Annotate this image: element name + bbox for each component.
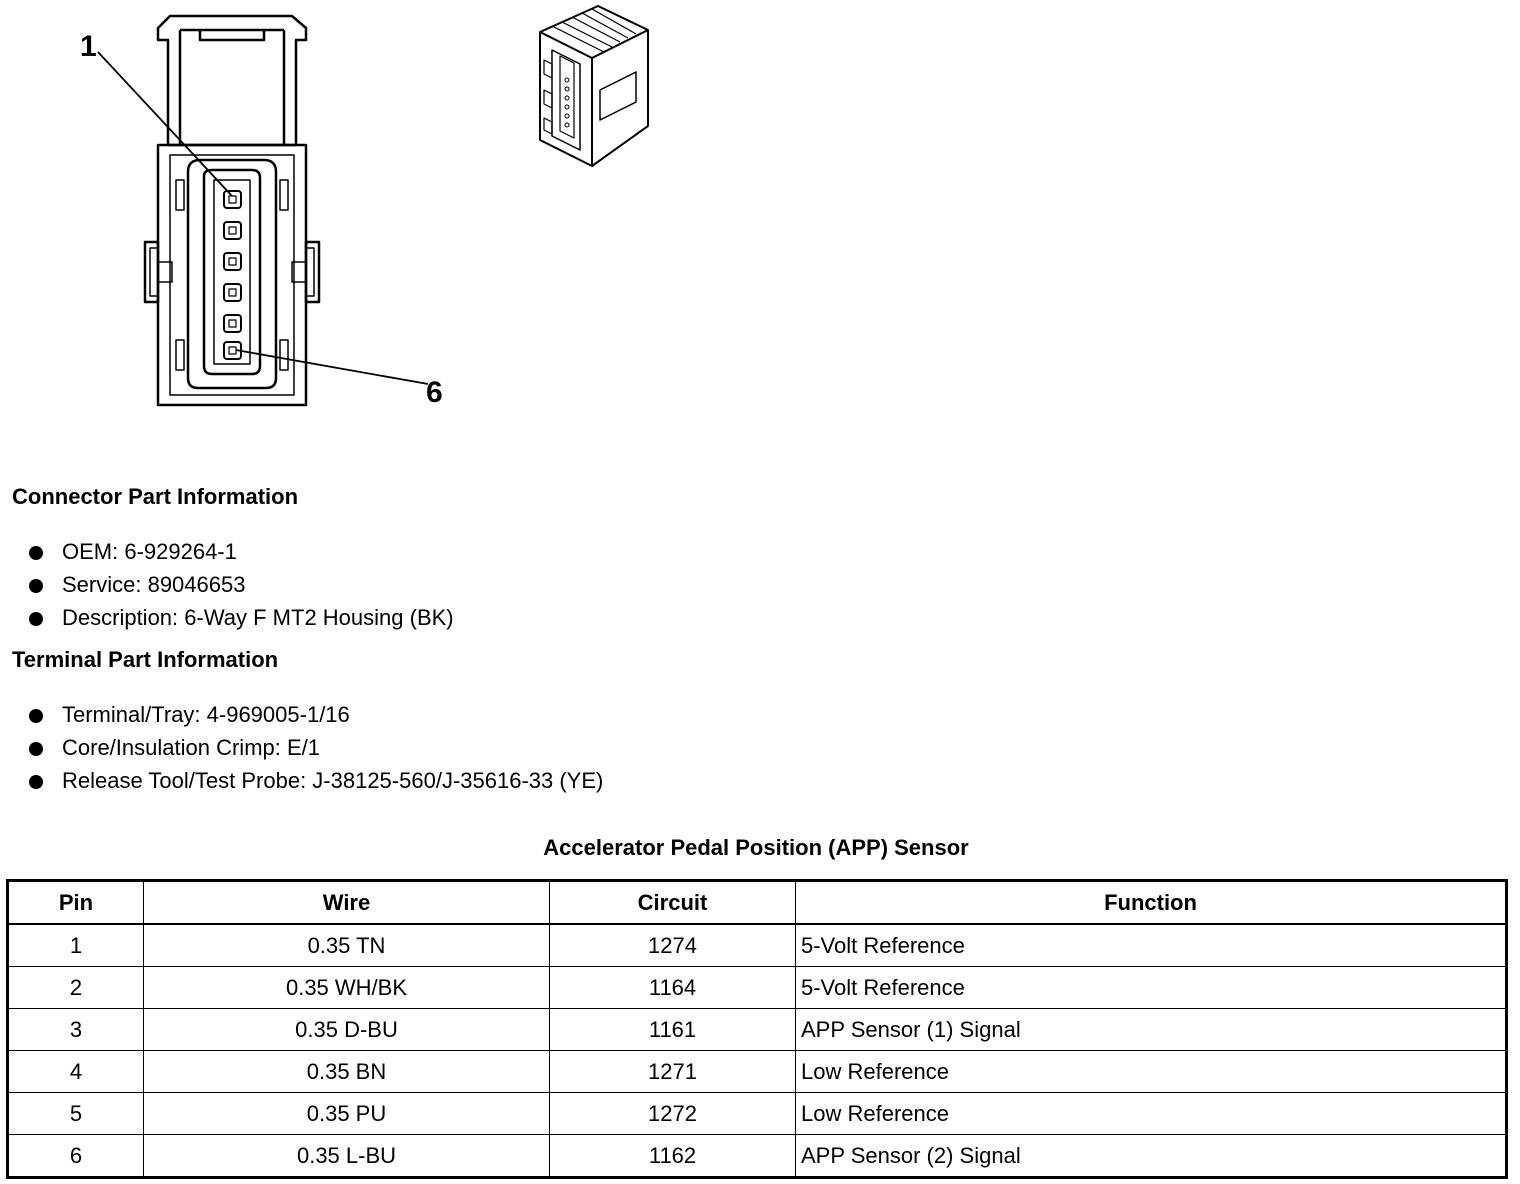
callout-pin-6: 6 [426,376,443,409]
table-row [8,967,1507,1009]
bullet-icon [29,775,43,789]
cell-circuit: 1271 [550,1051,796,1093]
cell-pin: 3 [8,1009,144,1051]
connector-face-view [98,16,428,405]
table-title: Accelerator Pedal Position (APP) Sensor [543,835,969,860]
cell-wire: 0.35 TN [144,924,550,967]
pinout-table [6,879,1508,1179]
header-wire: Wire [144,881,550,925]
list-item [0,770,603,803]
table-row [8,1093,1507,1135]
cell-pin: 4 [8,1051,144,1093]
cell-circuit: 1272 [550,1093,796,1135]
bullet-icon [29,742,43,756]
connector-description: Description: 6-Way F MT2 Housing (BK) [62,605,454,630]
cell-circuit: 1164 [550,967,796,1009]
terminal-crimp: Core/Insulation Crimp: E/1 [62,735,320,760]
list-item [0,607,454,640]
bullet-icon [29,579,43,593]
cell-function: Low Reference [796,1051,1507,1093]
list-item [0,541,454,574]
connector-isometric-view [540,6,648,166]
table-row [8,924,1507,967]
table-row [8,1051,1507,1093]
cell-pin: 5 [8,1093,144,1135]
cell-wire: 0.35 BN [144,1051,550,1093]
header-function: Function [796,881,1507,925]
cell-circuit: 1161 [550,1009,796,1051]
connector-info-title: Connector Part Information [12,484,299,509]
bullet-icon [29,709,43,723]
cell-circuit: 1274 [550,924,796,967]
cell-function: 5-Volt Reference [796,967,1507,1009]
cell-pin: 1 [8,924,144,967]
cell-pin: 2 [8,967,144,1009]
cell-wire: 0.35 WH/BK [144,967,550,1009]
terminal-info-list [0,704,603,803]
bullet-icon [29,612,43,626]
cell-wire: 0.35 L-BU [144,1135,550,1178]
connector-info-list [0,541,454,640]
list-item [0,737,603,770]
table-header-row [8,881,1507,925]
connector-illustration [0,0,1520,460]
cell-wire: 0.35 D-BU [144,1009,550,1051]
cell-circuit: 1162 [550,1135,796,1178]
cell-function: Low Reference [796,1093,1507,1135]
cell-wire: 0.35 PU [144,1093,550,1135]
callout-pin-1: 1 [80,30,97,63]
header-pin: Pin [8,881,144,925]
list-item [0,704,603,737]
terminal-info-title: Terminal Part Information [12,647,279,672]
cell-function: APP Sensor (1) Signal [796,1009,1507,1051]
list-item [0,574,454,607]
connector-service: Service: 89046653 [62,572,246,597]
connector-oem: OEM: 6-929264-1 [62,539,237,564]
cell-function: 5-Volt Reference [796,924,1507,967]
table-row [8,1135,1507,1178]
terminal-release-tool: Release Tool/Test Probe: J-38125-560/J-35616-33 (YE) [62,768,604,793]
bullet-icon [29,546,43,560]
table-row [8,1009,1507,1051]
cell-pin: 6 [8,1135,144,1178]
cell-function: APP Sensor (2) Signal [796,1135,1507,1178]
terminal-tray: Terminal/Tray: 4-969005-1/16 [62,702,350,727]
header-circuit: Circuit [550,881,796,925]
